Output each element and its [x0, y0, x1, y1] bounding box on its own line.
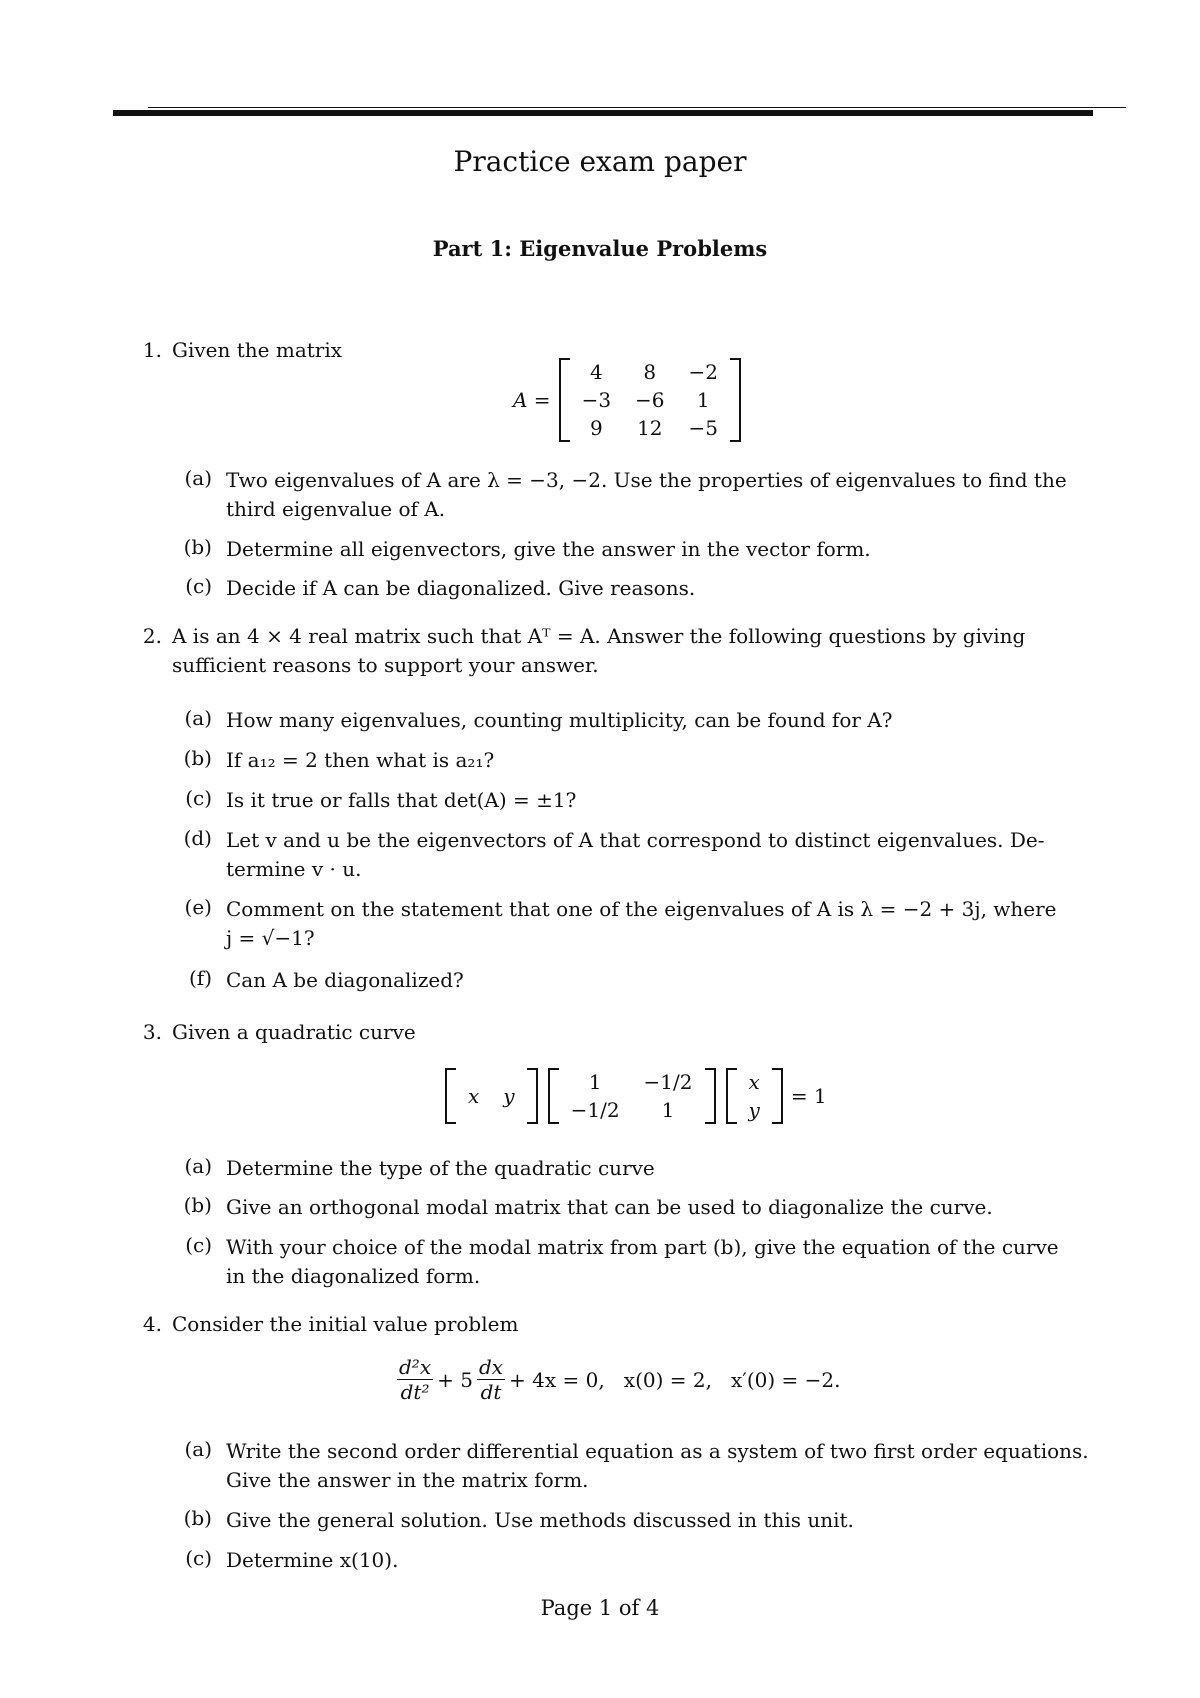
- matrix-cell: 4: [589, 360, 603, 384]
- right-bracket: [772, 1068, 783, 1124]
- item-text: Determine all eigenvectors, give the answer in the vector form.: [226, 537, 871, 561]
- matrix-cell: 12: [637, 416, 663, 440]
- quadratic-form: [445, 1068, 827, 1124]
- item-text: Give an orthogonal modal matrix that can be used to diagonalize the curve.: [226, 1195, 993, 1219]
- item-label: (c): [185, 786, 212, 810]
- page-title: Practice exam paper: [453, 145, 747, 178]
- matrix-cell: −3: [581, 388, 612, 412]
- question-number: 1.: [142, 338, 162, 362]
- matrix-cell: 1: [661, 1098, 675, 1122]
- item-label: (c): [185, 1233, 212, 1257]
- item-text: How many eigenvalues, counting multiplicity, can be found for A?: [226, 708, 893, 732]
- fraction: [477, 1355, 505, 1404]
- matrix-label: A =: [513, 388, 551, 412]
- ode-equation: [397, 1355, 841, 1404]
- item-label: (b): [183, 1506, 212, 1530]
- item-text: Determine the type of the quadratic curve: [226, 1156, 655, 1180]
- question-number: 3.: [142, 1020, 162, 1044]
- item-label: (a): [184, 1154, 212, 1178]
- question-text: Given a quadratic curve: [172, 1020, 416, 1044]
- item-text-cont: termine v · u.: [226, 857, 362, 881]
- matrix-cell: −1/2: [570, 1098, 620, 1122]
- item-text: Decide if A can be diagonalized. Give reasons.: [226, 576, 696, 600]
- item-text-cont: Give the answer in the matrix form.: [226, 1468, 589, 1492]
- page-number: Page 1 of 4: [540, 1596, 660, 1620]
- vector-cell: y: [503, 1084, 515, 1108]
- item-label: (c): [185, 574, 212, 598]
- item-text: With your choice of the modal matrix from part (b), give the equation of the curve: [226, 1235, 1059, 1259]
- item-text: Write the second order differential equation as a system of two first order equations.: [226, 1439, 1089, 1463]
- item-label: (b): [183, 1193, 212, 1217]
- equation-term: + 4x = 0, x(0) = 2, x′(0) = −2.: [509, 1367, 841, 1392]
- item-label: (a): [184, 1437, 212, 1461]
- coefficient-matrix: [559, 1068, 705, 1124]
- question-text: A is an 4 × 4 real matrix such that Aᵀ = A. Answer the following questions by giving: [172, 624, 1026, 648]
- matrix-cells: [570, 358, 730, 442]
- item-text-cont: third eigenvalue of A.: [226, 497, 446, 521]
- matrix-cell: −5: [688, 416, 719, 440]
- row-vector: [456, 1082, 527, 1110]
- matrix-a: [513, 358, 741, 442]
- right-bracket: [730, 358, 741, 442]
- header-rule-thin: [148, 107, 1126, 108]
- item-text: Determine x(10).: [226, 1548, 399, 1572]
- numerator: dx: [478, 1355, 504, 1379]
- question-text-cont: sufficient reasons to support your answer.: [172, 653, 599, 677]
- question-number: 4.: [142, 1312, 162, 1336]
- vector-cell: x: [468, 1084, 480, 1108]
- right-bracket: [705, 1068, 716, 1124]
- matrix-cell: 1: [588, 1070, 602, 1094]
- item-label: (a): [184, 466, 212, 490]
- header-rule-thick: [113, 110, 1093, 116]
- question-text: Given the matrix: [172, 338, 343, 362]
- left-bracket: [559, 358, 570, 442]
- item-text: If a₁₂ = 2 then what is a₂₁?: [226, 748, 495, 772]
- denominator: dt²: [400, 1380, 430, 1404]
- right-bracket: [527, 1068, 538, 1124]
- item-label: (c): [185, 1546, 212, 1570]
- vector-cell: x: [748, 1070, 760, 1094]
- left-bracket: [726, 1068, 737, 1124]
- item-label: (b): [183, 535, 212, 559]
- item-text-cont: j = √−1?: [226, 926, 315, 950]
- column-vector: [737, 1068, 772, 1124]
- equation-term: + 5: [437, 1367, 473, 1392]
- numerator: d²x: [399, 1355, 432, 1379]
- item-label: (d): [183, 826, 212, 850]
- left-bracket: [548, 1068, 559, 1124]
- part-heading: Part 1: Eigenvalue Problems: [432, 236, 768, 261]
- item-text: Can A be diagonalized?: [226, 968, 464, 992]
- item-text-cont: in the diagonalized form.: [226, 1264, 481, 1288]
- question-text: Consider the initial value problem: [172, 1312, 519, 1336]
- matrix-cell: −6: [635, 388, 665, 412]
- item-text: Is it true or falls that det(A) = ±1?: [226, 788, 577, 812]
- vector-cell: y: [748, 1098, 760, 1122]
- matrix-cell: −2: [688, 360, 719, 384]
- matrix-cell: 8: [643, 360, 657, 384]
- item-label: (a): [184, 706, 212, 730]
- equation-rhs: = 1: [790, 1084, 827, 1108]
- question-number: 2.: [142, 624, 162, 648]
- matrix-cell: 1: [696, 388, 710, 412]
- item-text: Let v and u be the eigenvectors of A that correspond to distinct eigenvalues. De-: [226, 828, 1045, 852]
- item-label: (e): [184, 895, 212, 919]
- denominator: dt: [480, 1380, 502, 1404]
- left-bracket: [445, 1068, 456, 1124]
- item-text: Give the general solution. Use methods discussed in this unit.: [226, 1508, 854, 1532]
- fraction: [397, 1355, 433, 1404]
- item-label: (f): [188, 966, 212, 990]
- item-text: Two eigenvalues of A are λ = −3, −2. Use the properties of eigenvalues to find the: [226, 468, 1067, 492]
- item-text: Comment on the statement that one of the eigenvalues of A is λ = −2 + 3j, where: [226, 897, 1057, 921]
- matrix-cell: 9: [589, 416, 603, 440]
- item-label: (b): [183, 746, 212, 770]
- matrix-cell: −1/2: [643, 1070, 693, 1094]
